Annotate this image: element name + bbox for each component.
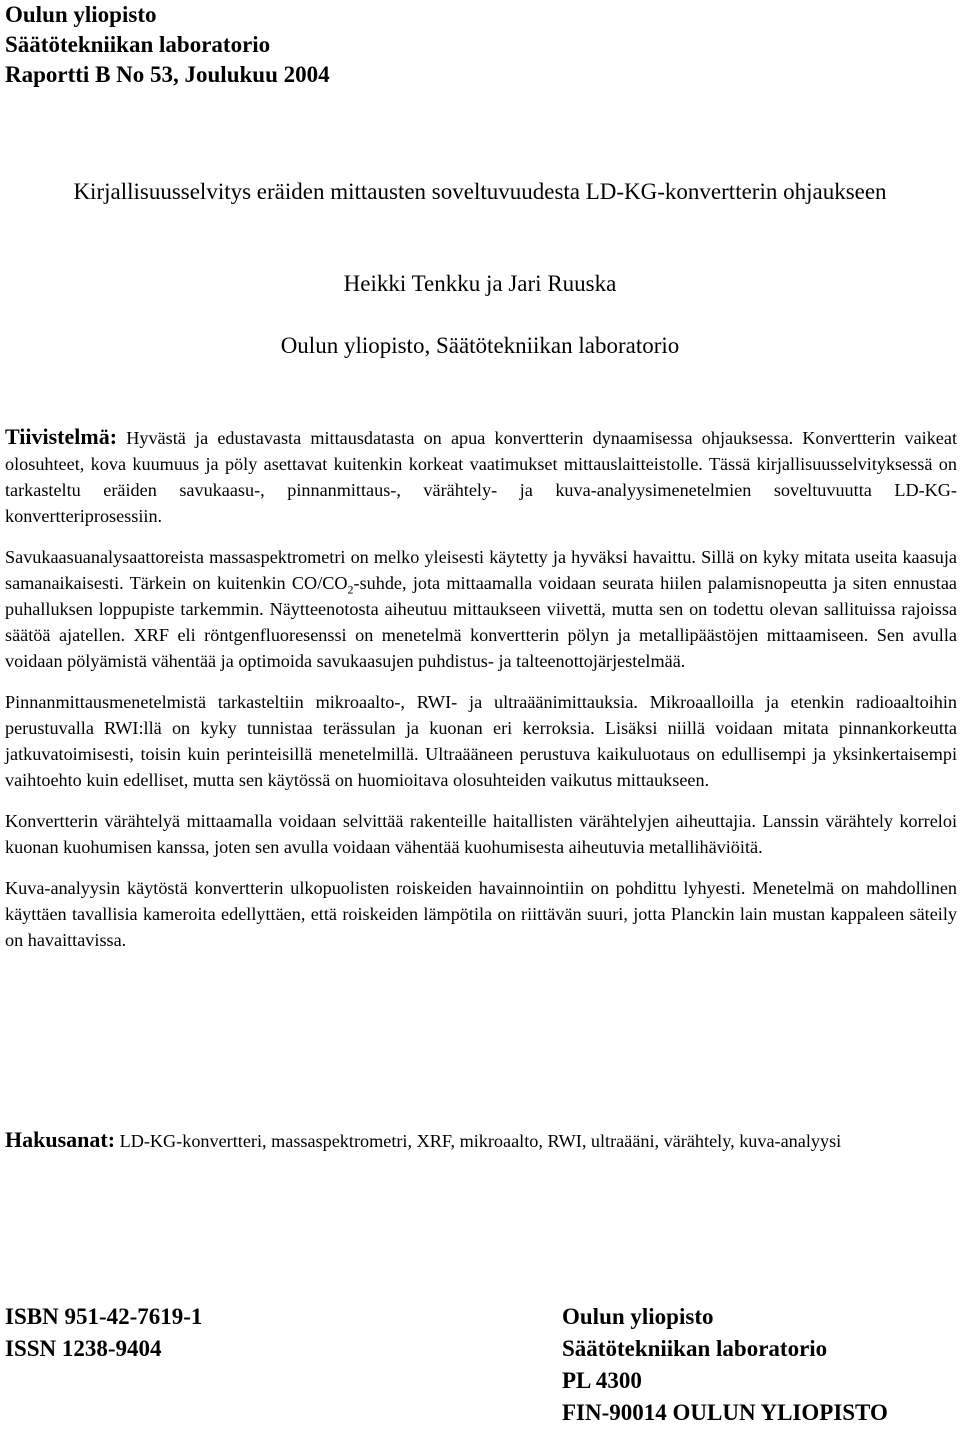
abstract-text: Savukaasuanalysaattoreista massaspektrometri on melko yleisesti käytetty ja hyväksi havaittu. Sillä on kyky mitata useita kaasuja samanaikaisesti. Tärkein on kuitenkin CO/CO	[5, 547, 957, 593]
publication-identifiers	[5, 1301, 202, 1365]
authors: Heikki Tenkku ja Jari Ruuska	[343, 271, 617, 296]
report-series: Raportti B No 53, Joulukuu 2004	[5, 62, 330, 87]
abstract-paragraph: Konvertterin värähtelyä mittaamalla voidaan selvittää rakenteille haitallisten värähtelyjen aiheuttajia. Lanssin värähtely korreloi kuonan kuohumisen kanssa, joten sen avulla voidaan vähentää kuohumisesta aiheutuvia metallihäviöitä.	[5, 811, 957, 857]
affiliation: Oulun yliopisto, Säätötekniikan laboratorio	[280, 333, 680, 358]
keywords	[5, 1126, 957, 1155]
keywords-label: Hakusanat:	[5, 1127, 116, 1152]
abstract	[5, 424, 957, 968]
report-header	[5, 0, 330, 90]
laboratory-name: Säätötekniikan laboratorio	[5, 32, 271, 57]
report-title: Kirjallisuusselvitys eräiden mittausten soveltuvuudesta LD-KG-konvertterin ohjaukseen	[73, 179, 887, 204]
abstract-paragraph	[5, 424, 957, 529]
abstract-paragraph: Pinnanmittausmenetelmistä tarkasteltiin mikroaalto-, RWI- ja ultraäänimittauksia. Mikroaalloilla ja etenkin radioaaltoihin perustuvalla RWI:llä on kyky tunnistaa terässulan ja kuonan eri kerroksia. Lisäksi niillä voidaan mitata pinnankorkeutta jatkuvatoimisesti, toisin kuin perinteisillä menetelmillä. Ultraääneen perustuva kaikuluotaus on edullisempi ja yksinkertaisempi vaihtoehto kuin edelliset, mutta sen käytössä on huomioitava olosuhteiden vaikutus mittaukseen.	[5, 692, 957, 790]
abstract-text: Hyvästä ja edustavasta mittausdatasta on apua konvertterin dynaamisessa ohjauksessa. Konvertterin vaikeat olosuhteet, kova kuumuus ja pöly asettavat kuitenkin korkeat vaatimukset mittauslaitteistolle. Tässä kirjallisuusselvityksessä on tarkasteltu eräiden savukaasu-, pinnanmittaus-, värähtely- ja kuva-analyysimenetelmien soveltuvuutta LD-KG-konvertteriprosessiin.	[5, 428, 957, 526]
abstract-text: -suhde, jota mittaamalla voidaan seurata hiilen palamisnopeutta ja siten ennustaa puhalluksen loppupiste tarkemmin. Näytteenotosta aiheutuu mittaukseen viivettä, mutta sen on todettu olevan sallituissa rajoissa säätöä ajatellen. XRF eli röntgenfluoresenssi on menetelmä konvertterin pölyn ja metallipäästöjen mittaamiseen. Sen avulla voidaan pölyämistä vähentää ja optimoida savukaasujen puhdistus- ja talteenottojärjestelmää.	[5, 573, 957, 671]
isbn: ISBN 951-42-7619-1	[5, 1304, 203, 1329]
subscript: 2	[347, 582, 354, 597]
abstract-label: Tiivistelmä:	[5, 424, 118, 449]
address-line: Säätötekniikan laboratorio	[562, 1336, 828, 1361]
publisher-address	[562, 1301, 888, 1429]
address-line: PL 4300	[562, 1368, 642, 1393]
keywords-text: LD-KG-konvertteri, massaspektrometri, XRF, mikroaalto, RWI, ultraääni, värähtely, kuva-analyysi	[119, 1131, 842, 1151]
abstract-paragraph: Kuva-analyysin käytöstä konvertterin ulkopuolisten roiskeiden havainnointiin on pohdittu lyhyesti. Menetelmä on mahdollinen käyttäen tavallisia kameroita edellyttäen, että roiskeiden lämpötila on riittävän suuri, jotta Planckin lain mustan kappaleen säteily on havaittavissa.	[5, 878, 957, 950]
abstract-paragraph	[5, 544, 957, 674]
address-line: FIN-90014 OULUN YLIOPISTO	[562, 1400, 888, 1425]
address-line: Oulun yliopisto	[562, 1304, 714, 1329]
university-name: Oulun yliopisto	[5, 2, 157, 27]
issn: ISSN 1238-9404	[5, 1336, 162, 1361]
